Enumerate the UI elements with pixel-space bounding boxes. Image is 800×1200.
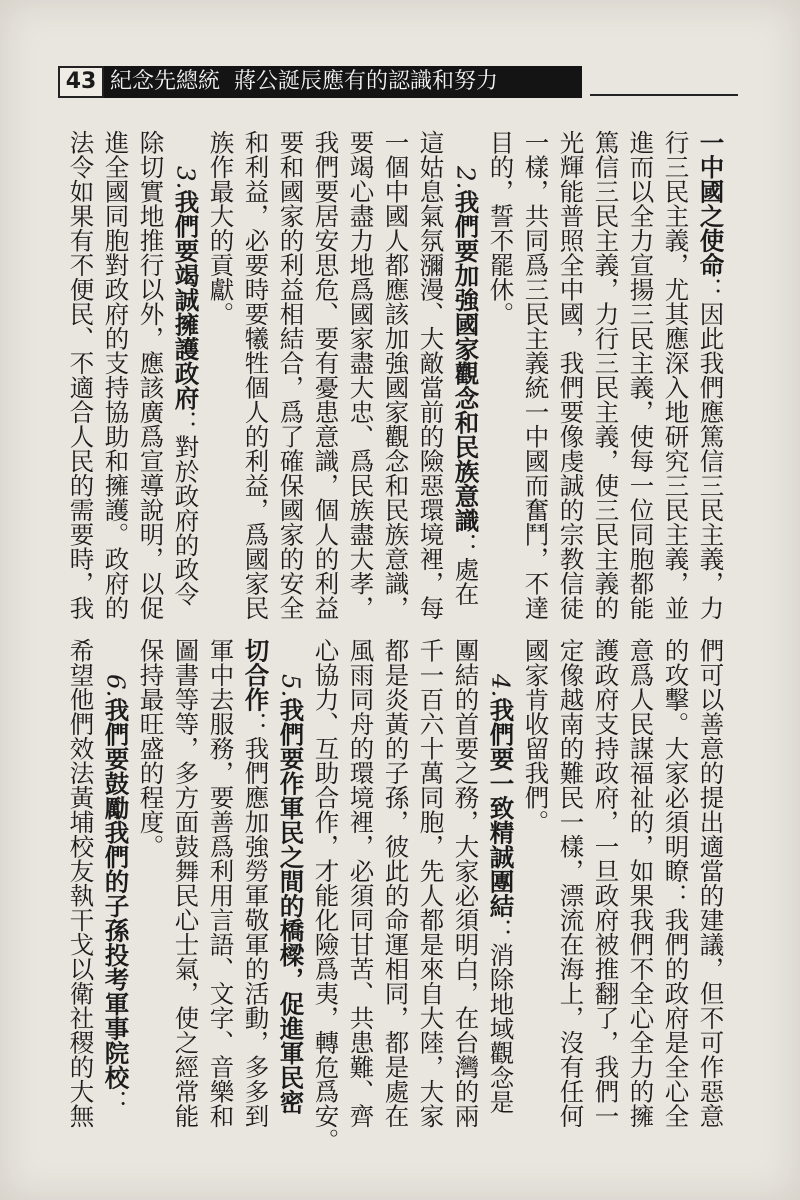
section-heading: 一中國之使命 xyxy=(696,130,726,277)
section-heading: 我們要加強國家觀念和民族意識 xyxy=(451,189,481,533)
text-column: 千一百六十萬同胞，先人都是來自大陸，大家 xyxy=(416,638,446,1128)
text-column: 要竭心盡力地爲國家盡大忠、爲民族盡大孝， xyxy=(346,130,376,620)
text-column: 一中國之使命：因此我們應篤信三民主義，力 xyxy=(696,130,726,620)
text-column: 除切實地推行以外，應該廣爲宣導說明，以促 xyxy=(136,130,166,620)
text-column: 目的，誓不罷休。 xyxy=(486,130,516,326)
text-column: 要和國家的利益相結合，爲了確保國家的安全 xyxy=(276,130,306,620)
page-number: 43 xyxy=(58,66,104,98)
text-column: 一個中國人都應該加強國家觀念和民族意識， xyxy=(381,130,411,620)
text-column: 4.我們要一致精誠團結：消除地域觀念是 xyxy=(486,674,516,1114)
header-title: 紀念先總統 xyxy=(110,69,221,94)
text-column: 和利益，必要時要犧牲個人的利益，爲國家民 xyxy=(241,130,271,620)
section-heading: 我們要作軍民之間的橋樑，促進軍民密 xyxy=(276,697,306,1114)
text-column: 風雨同舟的環境裡，必須同甘苦、共患難、齊 xyxy=(346,638,376,1128)
text-column: 行三民主義，尤其應深入地研究三民主義，並 xyxy=(661,130,691,620)
text-column: 軍中去服務，要善爲利用言語、文字、音樂和 xyxy=(206,638,236,1128)
item-number: 3. xyxy=(171,166,201,190)
section-heading: 我們要一致精誠團結 xyxy=(486,697,516,918)
text-column: 我們要居安思危、要有憂患意識，個人的利益 xyxy=(311,130,341,620)
item-number: 6. xyxy=(101,674,131,698)
text-column: 們可以善意的提出適當的建議，但不可作惡意 xyxy=(696,638,726,1128)
text-column: 心協力、互助合作，才能化險爲夷，轉危爲安。 xyxy=(311,638,341,1153)
text-column: 進全國同胞對政府的支持協助和擁護。政府的 xyxy=(101,130,131,620)
text-column: 2.我們要加強國家觀念和民族意識：處在 xyxy=(451,166,481,606)
section-heading: 我們要竭誠擁護政府 xyxy=(171,189,201,410)
text-column xyxy=(276,674,306,1114)
text-column: 族作最大的貢獻。 xyxy=(206,130,236,326)
item-number: 5. xyxy=(276,674,306,698)
text-column: 一樣，共同爲三民主義統一中國而奮鬥，不達 xyxy=(521,130,551,620)
text-column: 國家肯收留我們。 xyxy=(521,638,551,834)
text-column: 6.我們要鼓勵我們的子孫投考軍事院校： xyxy=(101,674,131,1114)
text-column: 法令如果有不便民、不適合人民的需要時，我 xyxy=(66,130,96,620)
text-column: 意爲人民謀福祉的，如果我們不全心全力的擁 xyxy=(626,638,656,1128)
running-header xyxy=(104,66,582,98)
text-column: 圖書等等，多方面鼓舞民心士氣，使之經常能 xyxy=(171,638,201,1128)
text-column: 保持最旺盛的程度。 xyxy=(136,638,166,859)
text-column: 進而以全力宣揚三民主義，使每一位同胞都能 xyxy=(626,130,656,620)
item-number: 4. xyxy=(486,674,516,698)
text-column: 都是炎黃的子孫，彼此的命運相同，都是處在 xyxy=(381,638,411,1128)
text-column: 的攻擊。大家必須明瞭：我們的政府是全心全 xyxy=(661,638,691,1128)
text-column: 光輝能普照全中國，我們要像虔誠的宗教信徒 xyxy=(556,130,586,620)
section-heading: 我們要鼓勵我們的子孫投考軍事院校 xyxy=(101,697,131,1090)
text-column: 3.我們要竭誠擁護政府：對於政府的政令 xyxy=(171,166,201,606)
text-column: 這姑息氣氛瀰漫、大敵當前的險惡環境裡，每 xyxy=(416,130,446,620)
header-subtitle: 蔣公誕辰應有的認識和努力 xyxy=(234,69,499,94)
text-column: 團結的首要之務，大家必須明白，在台灣的兩 xyxy=(451,638,481,1128)
text-column: 護政府支持政府，一旦政府被推翻了，我們一 xyxy=(591,638,621,1128)
text-column: 篤信三民主義，力行三民主義，使三民主義的 xyxy=(591,130,621,620)
item-number: 2. xyxy=(451,166,481,190)
text-column: 切合作：我們應加強勞軍敬軍的活動，多多到 xyxy=(241,638,271,1128)
section-heading: 切合作 xyxy=(241,638,271,712)
header-rule xyxy=(590,94,738,96)
text-column: 希望他們效法黃埔校友執干戈以衛社稷的大無 xyxy=(66,638,96,1128)
text-column: 定像越南的難民一樣，漂流在海上，沒有任何 xyxy=(556,638,586,1128)
